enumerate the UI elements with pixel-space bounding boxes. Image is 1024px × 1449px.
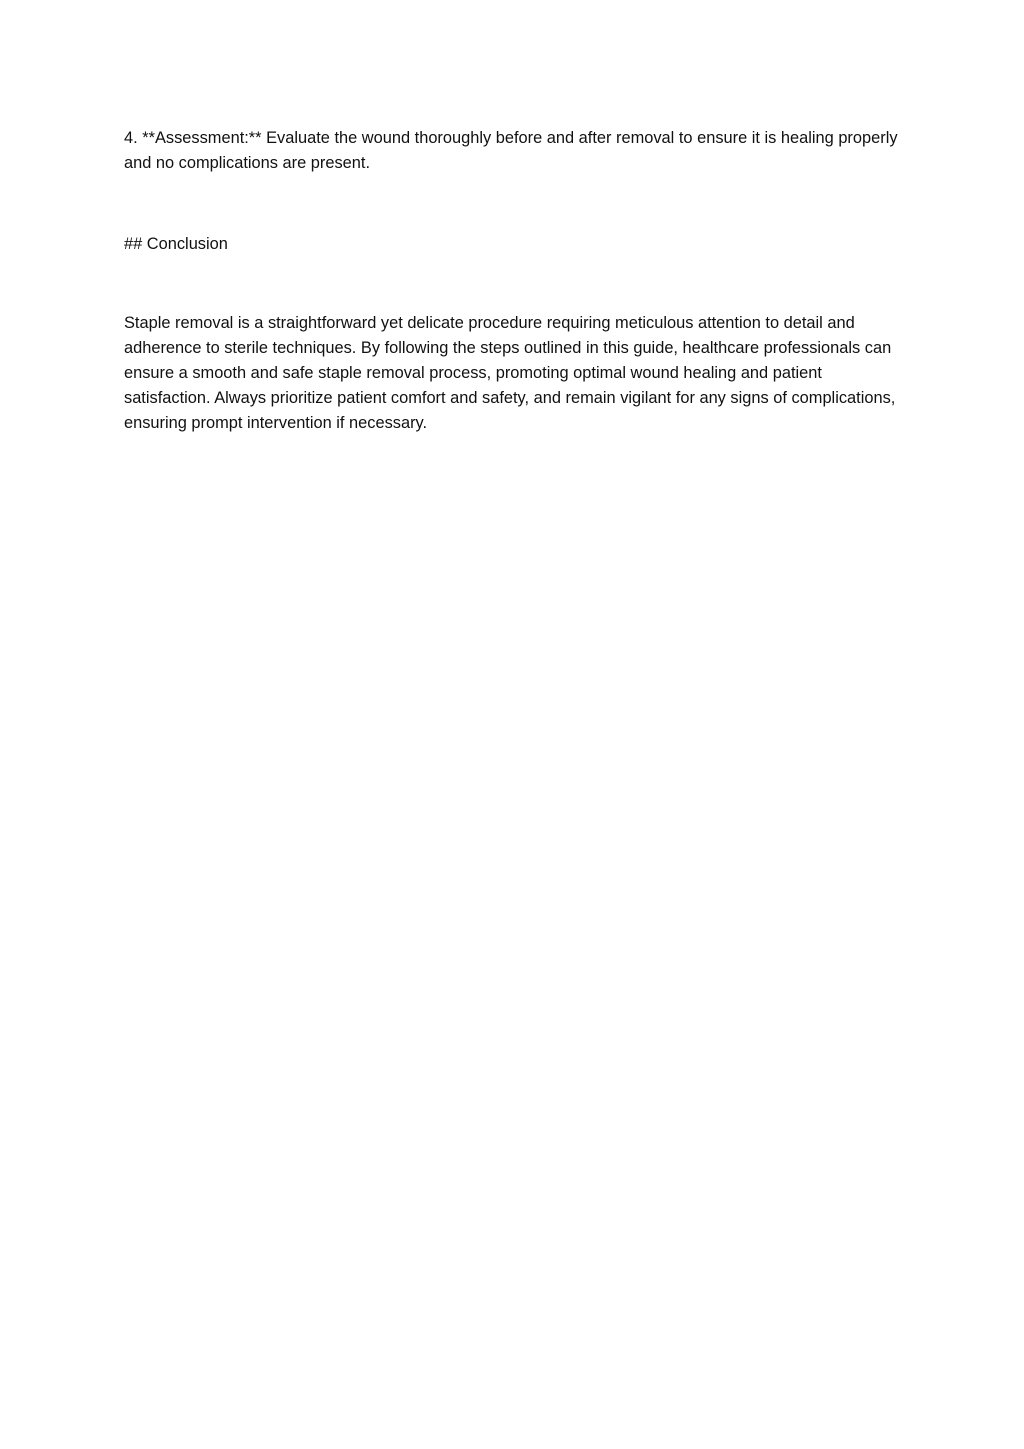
conclusion-paragraph: Staple removal is a straightforward yet delicate procedure requiring meticulous attention to detail and adherence to sterile techniques. By following the steps outlined in this guide, healthcare professionals can ensure a smooth and safe staple removal process, promoting optimal wound healing and patient satisfaction. Always prioritize patient comfort and safety, and remain vigilant for any signs of complications, ensuring prompt intervention if necessary. bbox=[124, 314, 896, 432]
assessment-paragraph: 4. **Assessment:** Evaluate the wound thoroughly before and after removal to ensure it is healing properly and no complications are present. bbox=[124, 129, 898, 172]
conclusion-heading: ## Conclusion bbox=[124, 235, 228, 253]
